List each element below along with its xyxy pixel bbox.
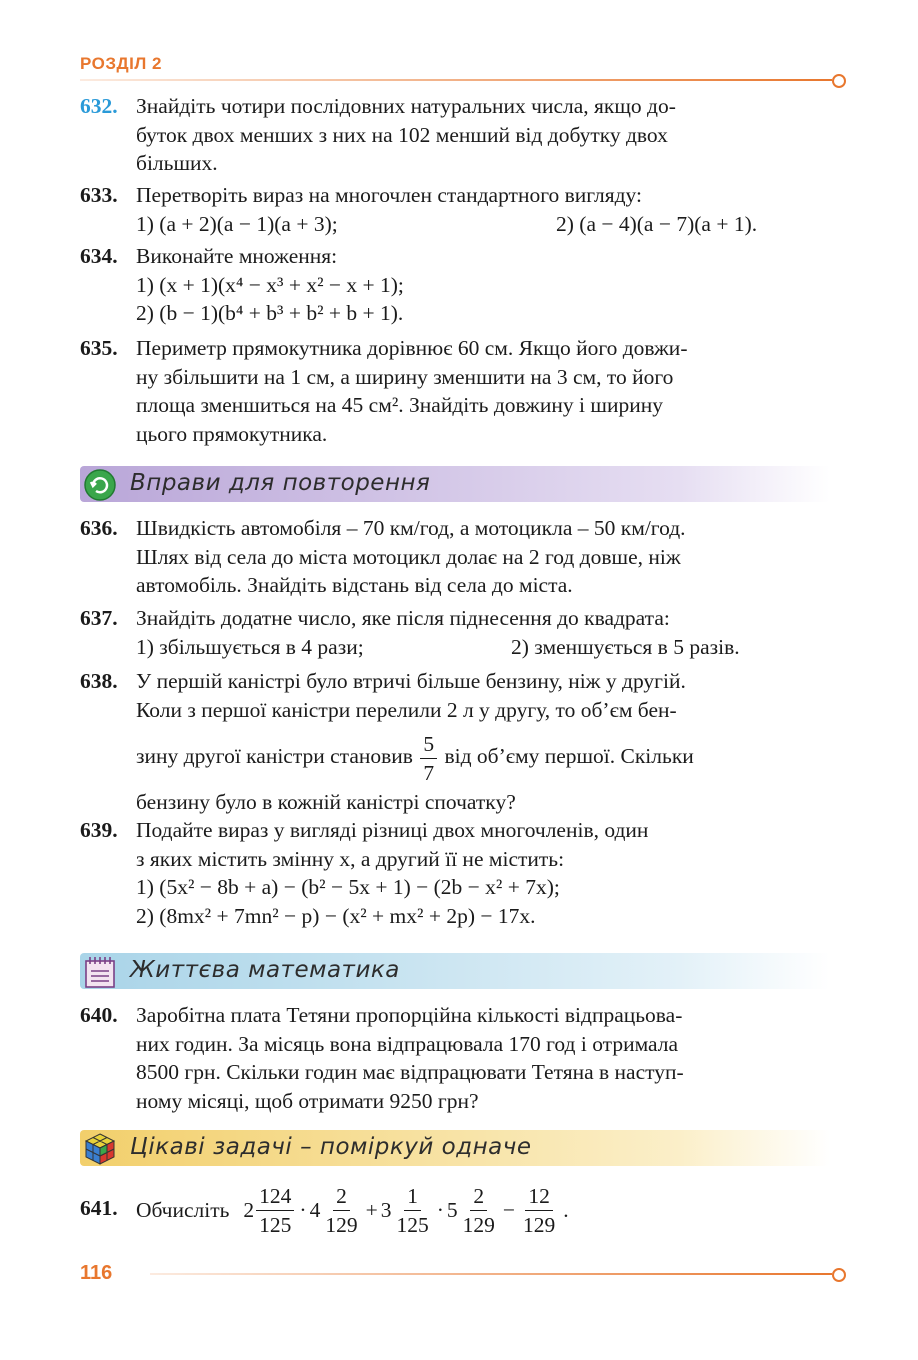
mixed-number-whole: 4	[309, 1197, 321, 1222]
fraction-numerator: 2	[470, 1182, 487, 1211]
problem-633	[80, 181, 845, 238]
problem-number: 635.	[80, 336, 118, 360]
cube-puzzle-icon	[83, 1132, 117, 1166]
fraction-numerator: 1	[404, 1182, 421, 1211]
problem-item-1: 1) (x + 1)(x⁴ − x³ + x² − x + 1);	[136, 272, 404, 297]
fraction-numerator: 124	[256, 1182, 294, 1211]
problem-item-2: 2) (b − 1)(b⁴ + b³ + b² + b + 1).	[136, 301, 404, 325]
problem-item-1: 1) збільшується в 4 рази;	[136, 634, 364, 659]
section-banner-puzzles	[80, 1130, 830, 1166]
text-fragment: від об’єму першої. Скільки	[444, 744, 694, 768]
header-rule-end-icon	[832, 74, 846, 88]
problem-text-line: площа зменшиться на 45 см². Знайдіть довжину і ширину	[136, 393, 663, 417]
problem-text-line: ному місяці, щоб отримати 9250 грн?	[136, 1088, 479, 1113]
problem-text-line: з яких містить змінну x, а другий її не містить:	[136, 846, 565, 871]
problem-number: 633.	[80, 183, 118, 207]
section-banner-life	[80, 953, 830, 989]
mixed-number-whole: 2	[243, 1197, 255, 1222]
problem-text-line: Периметр прямокутника дорівнює 60 см. Якщо його довжи-	[136, 336, 688, 360]
page-number: 116	[80, 1262, 113, 1284]
problem-632	[80, 92, 845, 178]
problem-text: Перетворіть вираз на многочлен стандартного вигляду:	[136, 183, 642, 207]
repeat-cycle-icon	[83, 468, 117, 502]
math-operator: ·	[436, 1197, 444, 1222]
fraction-denominator: 129	[523, 1212, 556, 1237]
math-operator: +	[365, 1197, 378, 1222]
math-operator: −	[502, 1197, 516, 1222]
fraction-numerator: 2	[333, 1182, 350, 1211]
problem-number: 639.	[80, 818, 118, 842]
problem-634	[80, 242, 845, 328]
math-operator: ·	[299, 1197, 307, 1222]
banner-title: Життєва математика	[130, 957, 400, 983]
text-fragment: зину другої каністри становив	[136, 744, 413, 768]
footer-rule-end-icon	[832, 1268, 846, 1282]
fraction	[256, 1182, 294, 1239]
problem-text: Обчисліть	[136, 1197, 230, 1222]
mixed-number-whole: 5	[446, 1197, 458, 1222]
fraction-denominator: 125	[396, 1212, 429, 1237]
math-expression	[243, 1182, 571, 1239]
math-operator: .	[563, 1197, 569, 1222]
fraction	[420, 730, 437, 787]
problem-number: 636.	[80, 516, 118, 540]
problem-text-line: цього прямокутника.	[136, 421, 328, 446]
problem-number: 641.	[80, 1196, 118, 1220]
header-rule	[80, 79, 832, 81]
problem-text-line: них годин. За місяць вона відпрацювала 170 год і отримала	[136, 1031, 679, 1056]
section-label: РОЗДІЛ 2	[80, 54, 162, 73]
problem-item-1: 1) (a + 2)(a − 1)(a + 3);	[136, 211, 338, 236]
fraction-denominator: 129	[462, 1212, 495, 1237]
problem-637	[80, 604, 845, 661]
problem-641	[80, 1178, 845, 1242]
problem-639	[80, 816, 845, 930]
problem-text-line: Швидкість автомобіля – 70 км/год, а мотоцикла – 50 км/год.	[136, 516, 686, 540]
problem-text-line: Шлях від села до міста мотоцикл долає на 2 год довше, ніж	[136, 544, 681, 569]
problem-text-line: буток двох менших з них на 102 менший від добутку двох	[136, 122, 668, 147]
notepad-icon	[83, 955, 117, 989]
problem-item-1: 1) (5x² − 8b + a) − (b² − 5x + 1) − (2b − x² + 7x);	[136, 875, 560, 899]
problem-text-line	[136, 724, 845, 788]
problem-text: Знайдіть додатне число, яке після піднесення до квадрата:	[136, 606, 670, 630]
problem-text-line: Подайте вираз у вигляді різниці двох многочленів, один	[136, 818, 649, 842]
problem-635	[80, 334, 845, 448]
section-banner-repeat	[80, 466, 830, 502]
problem-text-line: бензину було в кожній каністрі спочатку?	[136, 790, 516, 814]
problem-text-line: ну збільшити на 1 см, а ширину зменшити на 3 см, то його	[136, 364, 674, 389]
fraction-denominator: 7	[423, 760, 435, 785]
fraction	[393, 1182, 431, 1239]
fraction-denominator: 125	[259, 1212, 292, 1237]
problem-640	[80, 1001, 845, 1115]
problem-text-line: Коли з першої каністри перелили 2 л у другу, то об’єм бен-	[136, 697, 677, 722]
problem-text-line: Знайдіть чотири послідовних натуральних числа, якщо до-	[136, 94, 676, 118]
fraction	[460, 1182, 498, 1239]
problem-638	[80, 667, 845, 817]
problem-item-2: 2) зменшується в 5 разів.	[511, 634, 740, 659]
problem-text-line: Заробітна плата Тетяни пропорційна кількості відпрацьова-	[136, 1003, 683, 1027]
footer-rule	[150, 1273, 832, 1275]
problem-636	[80, 514, 845, 600]
fraction-denominator: 129	[325, 1212, 358, 1237]
banner-title: Вправи для повторення	[130, 470, 431, 496]
problem-text: Виконайте множення:	[136, 244, 338, 268]
problem-number: 638.	[80, 669, 118, 693]
fraction-numerator: 5	[420, 730, 437, 759]
problem-text-line: більших.	[136, 151, 218, 175]
problem-item-2: 2) (a − 4)(a − 7)(a + 1).	[556, 211, 758, 236]
problem-text-line: автомобіль. Знайдіть відстань від села до міста.	[136, 573, 573, 597]
fraction	[322, 1182, 360, 1239]
problem-item-2: 2) (8mx² + 7mn² − p) − (x² + mx² + 2p) − 17x.	[136, 903, 536, 928]
banner-title: Цікаві задачі – поміркуй одначе	[130, 1134, 532, 1160]
problem-text-line: У першій каністрі було втричі більше бензину, ніж у другій.	[136, 669, 686, 693]
fraction-numerator: 12	[525, 1182, 553, 1211]
problem-number: 634.	[80, 244, 118, 268]
problem-number: 632.	[80, 94, 118, 118]
fraction	[520, 1182, 558, 1239]
problem-number: 640.	[80, 1003, 118, 1027]
mixed-number-whole: 3	[380, 1197, 392, 1222]
problem-text-line: 8500 грн. Скільки годин має відпрацювати Тетяна в наступ-	[136, 1060, 684, 1084]
problem-number: 637.	[80, 606, 118, 630]
